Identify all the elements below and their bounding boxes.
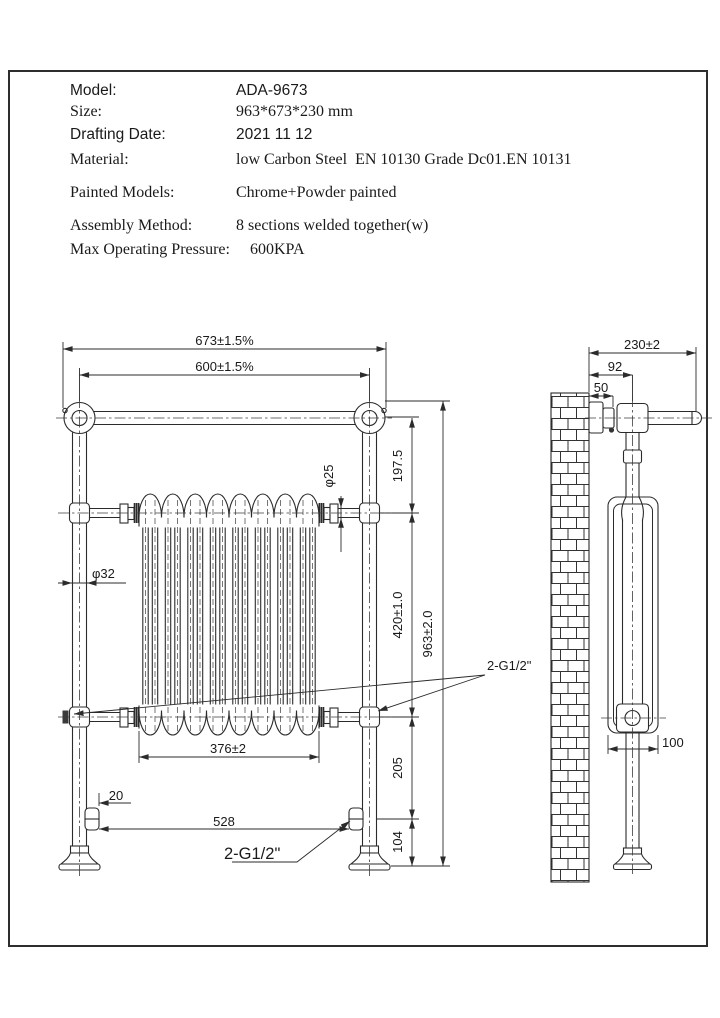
label-valve-thread: 2-G1/2": [224, 845, 281, 863]
dim-text-104: 104: [390, 831, 405, 853]
spec-label: Model:: [70, 82, 117, 99]
spec-value: ADA-9673: [236, 82, 308, 99]
spec-value: 8 sections welded together(w): [236, 217, 429, 234]
dim-text-100: 100: [662, 735, 684, 750]
spec-value: low Carbon Steel EN 10130 Grade Dc01.EN 10131: [236, 151, 572, 168]
dim-text-963: 963±2.0: [420, 610, 435, 658]
valve-thread-callout: [224, 821, 350, 863]
dim-overall-depth: [589, 337, 696, 411]
spec-label: Max Operating Pressure:: [70, 241, 230, 258]
dim-radiator-depth: [608, 735, 684, 754]
dim-text-528: 528: [213, 814, 235, 829]
spec-label: Size:: [70, 103, 102, 120]
dim-valve-height: [390, 819, 412, 866]
bracket-screw-icon: [609, 427, 614, 432]
dim-top-drop: [380, 417, 420, 513]
side-view: [551, 337, 702, 882]
dim-radiator-height: [380, 513, 420, 717]
dim-below-radiator: [377, 717, 419, 819]
dim-radiator-width: [139, 731, 319, 763]
side-radiator-section: [608, 497, 658, 733]
spec-label: Assembly Method:: [70, 217, 193, 234]
wall-bracket: [589, 402, 614, 433]
dim-text-50: 50: [593, 380, 609, 395]
left-valve-boss: [85, 808, 99, 830]
right-valve-boss: [349, 808, 363, 830]
dim-text-376: 376±2: [209, 741, 247, 756]
tee-fittings: [63, 503, 380, 727]
dim-text-230: 230±2: [623, 337, 661, 352]
dim-text-20: 20: [108, 788, 124, 803]
spec-value: 2021 11 12: [236, 126, 313, 143]
dim-text-dia25: φ25: [321, 464, 336, 488]
dim-text-420: 420±1.0: [390, 591, 405, 639]
spec-label: Drafting Date:: [70, 126, 166, 143]
dim-post-dia: [58, 566, 126, 583]
dim-valve-offset: [99, 788, 131, 806]
dim-valve-span: [99, 814, 349, 829]
front-view: [58, 333, 532, 870]
label-radiator-thread: 2-G1/2": [487, 658, 532, 673]
wall-section: [551, 393, 589, 882]
spec-label: Material:: [70, 151, 129, 168]
dim-text-92: 92: [607, 359, 623, 374]
spec-label: Painted Models:: [70, 184, 175, 201]
spec-value: 600KPA: [250, 241, 305, 258]
dim-text-dia32: φ32: [92, 566, 115, 581]
spec-value: 963*673*230 mm: [236, 103, 353, 120]
dim-text-205: 205: [390, 757, 405, 779]
dim-text-197-5: 197.5: [390, 449, 405, 483]
dim-rail-centers: [80, 359, 370, 401]
spec-value: Chrome+Powder painted: [236, 184, 397, 201]
dim-text-673: 673±1.5%: [195, 333, 254, 348]
dim-text-600: 600±1.5%: [195, 359, 254, 374]
